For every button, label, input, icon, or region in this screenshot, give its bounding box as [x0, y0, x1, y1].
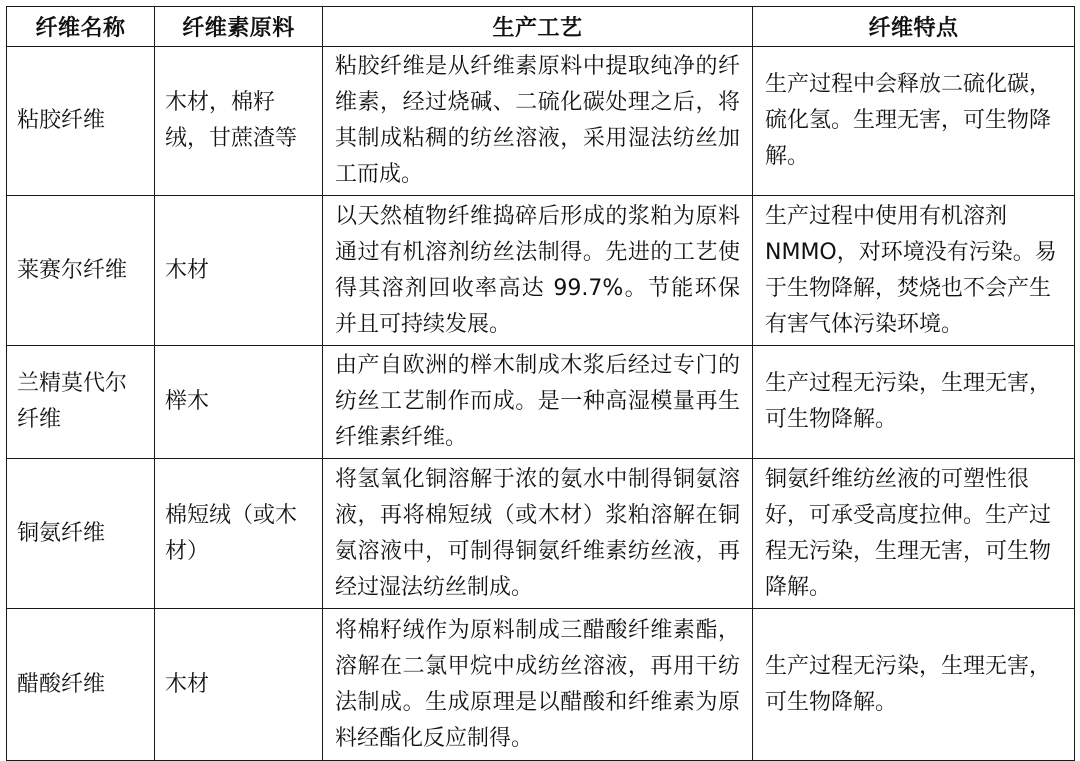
feature-cell: 铜氨纤维纺丝液的可塑性很好，可承受高度拉伸。生产过程无污染，生理无害，可生物降解。 [753, 459, 1075, 609]
table-header [7, 7, 1075, 47]
table-row [7, 609, 1075, 761]
table-body [7, 47, 1075, 761]
table-row [7, 459, 1075, 609]
material-cell: 木材 [155, 196, 323, 346]
header-cellulose-material: 纤维素原料 [155, 7, 323, 47]
feature-cell: 生产过程无污染，生理无害，可生物降解。 [753, 609, 1075, 761]
feature-cell: 生产过程中会释放二硫化碳，硫化氢。生理无害，可生物降解。 [753, 47, 1075, 196]
table-row [7, 346, 1075, 459]
process-cell: 将氢氧化铜溶解于浓的氨水中制得铜氨溶液，再将棉短绒（或木材）浆粕溶解在铜氨溶液中，可制得铜氨纤维素纺丝液，再经过湿法纺丝制成。 [323, 459, 753, 609]
header-fiber-name: 纤维名称 [7, 7, 155, 47]
fiber-comparison-table [6, 6, 1075, 761]
fiber-table-container [6, 6, 1075, 761]
material-cell: 榉木 [155, 346, 323, 459]
material-cell: 棉短绒（或木材） [155, 459, 323, 609]
process-cell: 由产自欧洲的榉木制成木浆后经过专门的纺丝工艺制作而成。是一种高湿模量再生纤维素纤维。 [323, 346, 753, 459]
table-row [7, 196, 1075, 346]
table-row [7, 47, 1075, 196]
header-row [7, 7, 1075, 47]
process-cell: 将棉籽绒作为原料制成三醋酸纤维素酯，溶解在二氯甲烷中成纺丝溶液，再用干纺法制成。生成原理是以醋酸和纤维素为原料经酯化反应制得。 [323, 609, 753, 761]
feature-cell: 生产过程无污染，生理无害，可生物降解。 [753, 346, 1075, 459]
fiber-name-cell: 莱赛尔纤维 [7, 196, 155, 346]
fiber-name-cell: 兰精莫代尔纤维 [7, 346, 155, 459]
fiber-name-cell: 醋酸纤维 [7, 609, 155, 761]
fiber-name-cell: 铜氨纤维 [7, 459, 155, 609]
material-cell: 木材 [155, 609, 323, 761]
process-cell: 以天然植物纤维捣碎后形成的浆粕为原料通过有机溶剂纺丝法制得。先进的工艺使得其溶剂回收率高达 99.7%。节能环保并且可持续发展。 [323, 196, 753, 346]
fiber-name-cell: 粘胶纤维 [7, 47, 155, 196]
feature-cell: 生产过程中使用有机溶剂 NMMO，对环境没有污染。易于生物降解，焚烧也不会产生有害气体污染环境。 [753, 196, 1075, 346]
header-production-process: 生产工艺 [323, 7, 753, 47]
process-cell: 粘胶纤维是从纤维素原料中提取纯净的纤维素，经过烧碱、二硫化碳处理之后，将其制成粘稠的纺丝溶液，采用湿法纺丝加工而成。 [323, 47, 753, 196]
material-cell: 木材，棉籽绒，甘蔗渣等 [155, 47, 323, 196]
header-fiber-features: 纤维特点 [753, 7, 1075, 47]
